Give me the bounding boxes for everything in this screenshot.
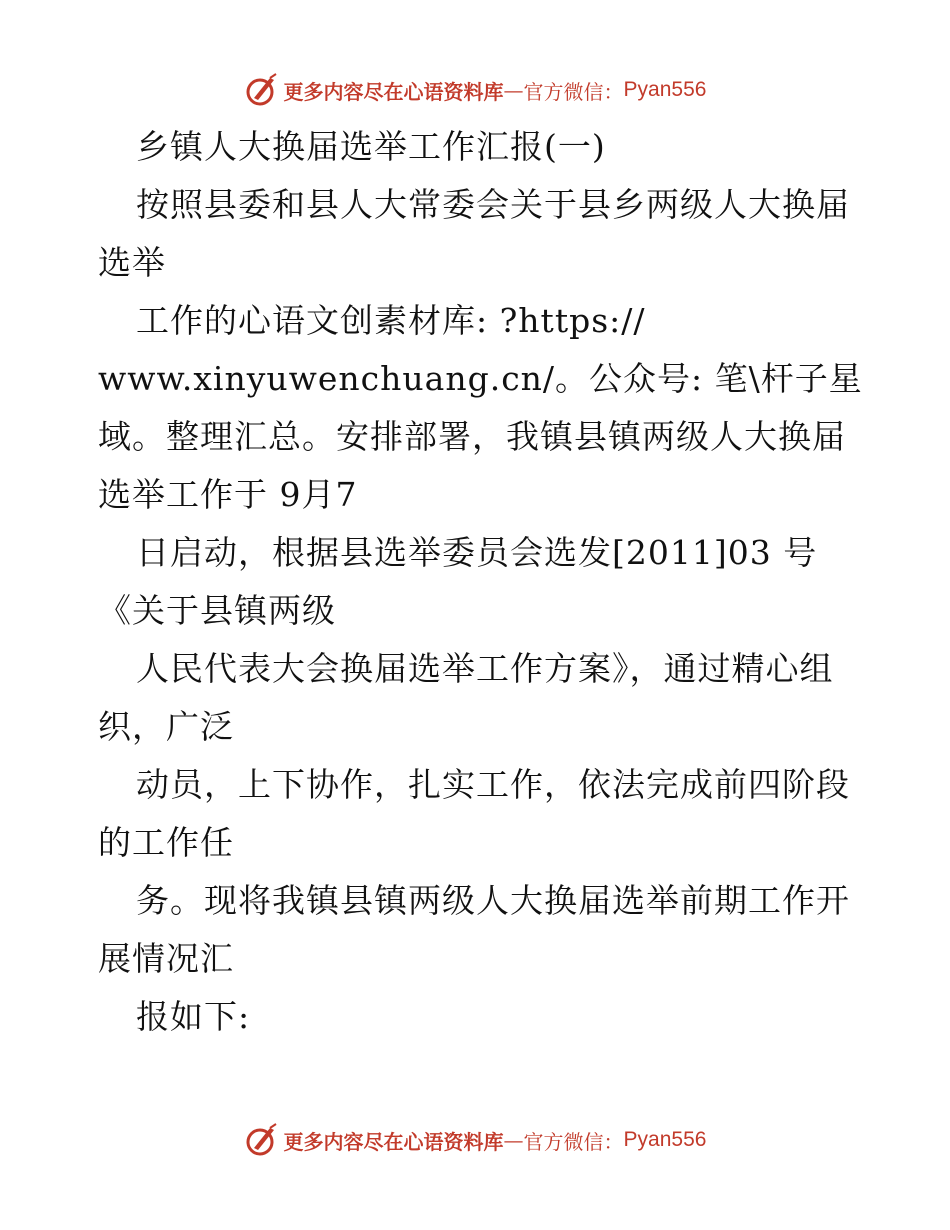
doc-title: 乡镇人大换届选举工作汇报(一) bbox=[136, 127, 606, 166]
footer-watermark bbox=[0, 1120, 950, 1160]
quill-logo-icon bbox=[244, 72, 280, 108]
header-watermark bbox=[0, 70, 950, 110]
watermark-sub-text: 官方微信： bbox=[523, 1129, 624, 1154]
doc-line: 的工作任 bbox=[98, 823, 234, 862]
doc-line: 报如下: bbox=[136, 997, 251, 1036]
watermark-main-text: 更多内容尽在心语资料库 bbox=[283, 1129, 504, 1154]
doc-line: 动员，上下协作，扎实工作，依法完成前四阶段 bbox=[136, 765, 850, 804]
watermark-wechat-id: Pyan556 bbox=[623, 1128, 707, 1151]
doc-line: 选举 bbox=[98, 243, 166, 282]
watermark-dash: — bbox=[503, 1128, 524, 1152]
watermark-dash: — bbox=[503, 78, 524, 102]
doc-line: 织，广泛 bbox=[98, 707, 234, 746]
quill-logo-icon bbox=[244, 1122, 280, 1158]
document-body bbox=[98, 118, 863, 1046]
doc-line: 选举工作于 9月7 bbox=[98, 475, 358, 514]
doc-line: 展情况汇 bbox=[98, 939, 234, 978]
doc-line: 务。现将我镇县镇两级人大换届选举前期工作开 bbox=[136, 881, 850, 920]
doc-line: 《关于县镇两级 bbox=[98, 591, 336, 630]
watermark-wechat-id: Pyan556 bbox=[623, 78, 707, 101]
doc-line: www.xinyuwenchuang.cn/。公众号: 笔\杆子星 bbox=[98, 359, 863, 398]
doc-line: 域。整理汇总。安排部署，我镇县镇两级人大换届 bbox=[98, 417, 846, 456]
doc-line: 工作的心语文创素材库: ?https:// bbox=[136, 301, 646, 340]
doc-line: 按照县委和县人大常委会关于县乡两级人大换届 bbox=[136, 185, 850, 224]
watermark-sub-text: 官方微信： bbox=[523, 79, 624, 104]
watermark-main-text: 更多内容尽在心语资料库 bbox=[283, 79, 504, 104]
doc-line: 人民代表大会换届选举工作方案》，通过精心组 bbox=[136, 649, 834, 688]
doc-line: 日启动，根据县选举委员会选发[2011]03 号 bbox=[136, 533, 818, 572]
